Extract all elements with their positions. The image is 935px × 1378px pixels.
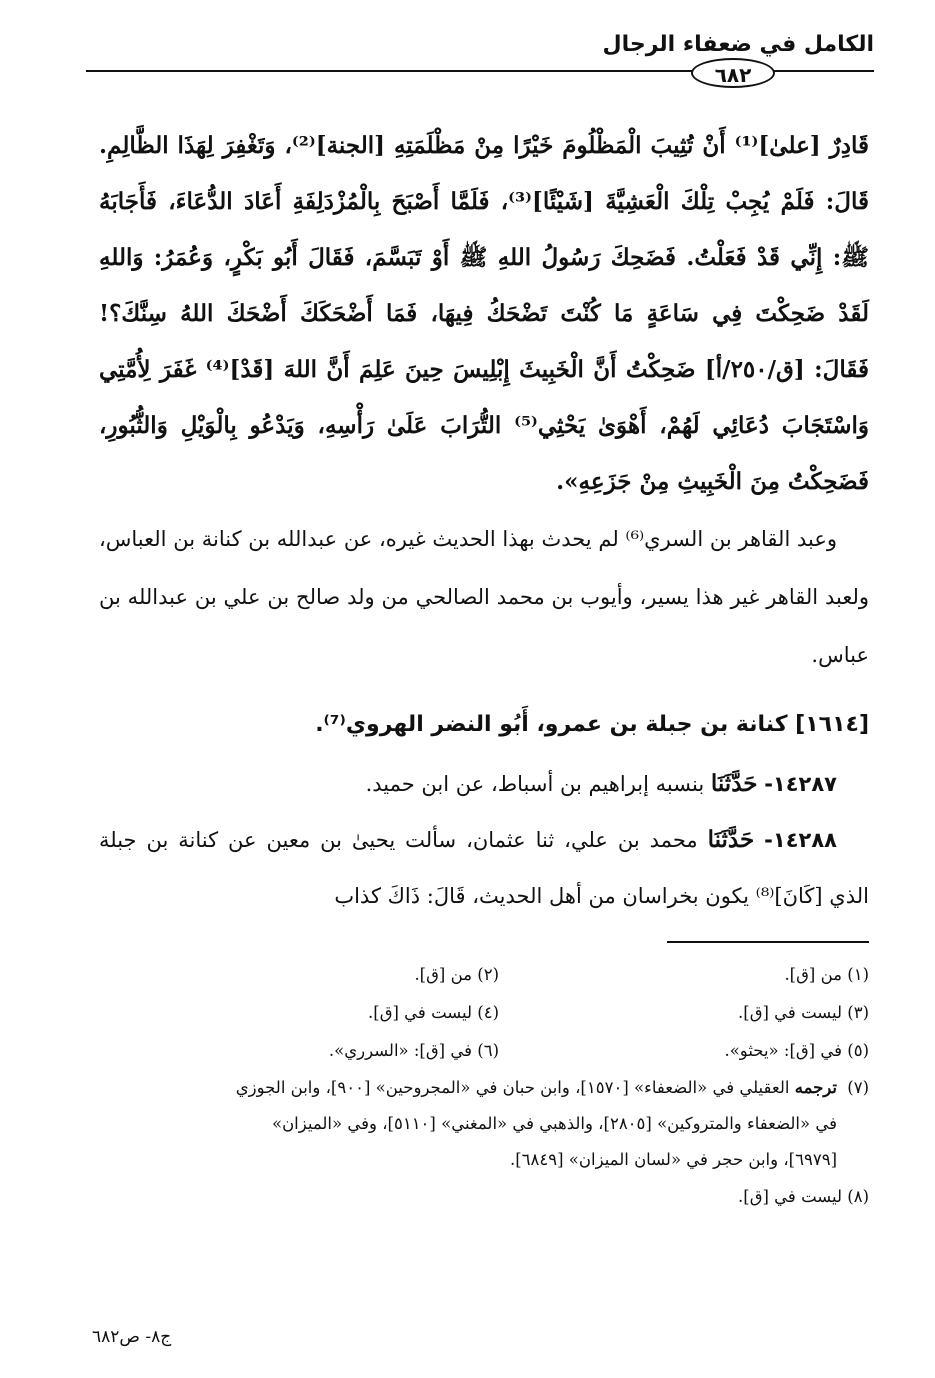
footnote-6: (٦) في [ق]: «السرري». — [328, 1041, 499, 1060]
footnote-separator — [667, 941, 869, 943]
main-text — [99, 118, 869, 924]
page-header — [86, 28, 874, 88]
hadith-entry-text: محمد بن علي، ثنا عثمان، سألت يحيىٰ بن معين عن كنانة بن جبلة الذي [كَانَ]⁽⁸⁾ يكون بخراسان من أهل الحديث، قَالَ: ذَاكَ كذاب — [99, 828, 869, 908]
footnote-row — [99, 1178, 869, 1216]
footnote-3: (٣) ليست في [ق]. — [738, 1003, 869, 1022]
footnote-row — [99, 1032, 869, 1070]
hadith-number: ١٤٢٨٨- — [764, 828, 837, 852]
haddathana-keyword: حَدَّثَنَا — [710, 770, 758, 797]
hadith-entry — [99, 756, 869, 812]
hadith-text: قَادِرٌ [علىٰ]⁽¹⁾ أَنْ تُثِيبَ الْمَظْلُومَ خَيْرًا مِنْ مَظْلَمَتِهِ [الجنة]⁽²⁾، وَتَغْفِرَ لِهَذَا الظَّالِمِ. قَالَ: فَلَمْ يُجِبْ تِلْكَ الْعَشِيَّةَ [شَيْئًا]⁽³⁾، فَلَمَّا أَصْبَحَ بِالْمُزْدَلِفَةِ أَعَادَ الدُّعَاءَ، فَأَجَابَهُ ﷺ: إِنِّي قَدْ فَعَلْتُ. فَضَحِكَ رَسُولُ اللهِ ﷺ أَوْ تَبَسَّمَ، فَقَالَ أَبُو بَكْرٍ، وَعُمَرُ: وَاللهِ لَقَدْ ضَحِكْتَ فِي سَاعَةٍ مَا كُنْتَ تَضْحَكُ فِيهَا، فَمَا أَضْحَكَكَ أَضْحَكَ اللهُ سِنَّكَ؟! فَقَالَ: [ق/٢٥٠/أ] ضَحِكْتُ أَنَّ الْخَبِيثَ إِبْلِيسَ حِينَ عَلِمَ أَنَّ اللهَ [قَدْ]⁽⁴⁾ غَفَرَ لِأُمَّتِي وَاسْتَجَابَ دُعَائِي لَهُمْ، أَهْوَىٰ يَحْثِي⁽⁵⁾ التُّرَابَ عَلَىٰ رَأْسِهِ، وَيَدْعُو بِالْوَيْلِ وَالثُّبُورِ، فَضَحِكْتُ مِنَ الْخَبِيثِ مِنْ جَزَعِهِ». — [99, 132, 869, 495]
section-heading: [١٦١٤] كنانة بن جبلة بن عمرو، أَبُو النضر الهروي⁽⁷⁾. — [315, 712, 869, 737]
footnote-text: العقيلي في «الضعفاء» [١٥٧٠]، وابن حبان في «المجروحين» [٩٠٠]، وابن الجوزي — [235, 1078, 790, 1097]
footnote-7-continuation: [٦٩٧٩]، وابن حجر في «لسان الميزان» [٦٨٤٩]. — [509, 1150, 837, 1169]
footnote-lead-word: ترجمه — [794, 1078, 837, 1097]
volume-page-reference: ج٨- ص٦٨٢ — [92, 1327, 172, 1347]
footnotes — [99, 956, 869, 1216]
hadith-number: ١٤٢٨٧- — [764, 772, 837, 796]
haddathana-keyword: حَدَّثَنَا — [707, 826, 755, 853]
footnote-8: (٨) ليست في [ق]. — [738, 1187, 869, 1206]
footnote-7 — [99, 1070, 869, 1106]
hadith-entry — [99, 812, 869, 924]
footnote-row — [99, 956, 869, 994]
footnote-7-continuation: في «الضعفاء والمتروكين» [٢٨٠٥]، والذهبي في «المغني» [٥١١٠]، وفي «الميزان» — [271, 1114, 837, 1133]
narration-paragraph: وعبد القاهر بن السري⁽⁶⁾ لم يحدث بهذا الحديث غيره، عن عبدالله بن كنانة بن العباس، ولعبد القاهر غير هذا يسير، وأيوب بن محمد الصالحي من ولد صالح بن علي بن عبدالله بن عباس. — [99, 527, 869, 667]
hadith-entry-text: بنسبه إبراهيم بن أسباط، عن ابن حميد. — [365, 772, 705, 796]
footnote-1: (١) من [ق]. — [784, 965, 869, 984]
footnote-4: (٤) ليست في [ق]. — [368, 1003, 499, 1022]
footnote-5: (٥) في [ق]: «يحثو». — [724, 1041, 869, 1060]
footnote-2: (٢) من [ق]. — [414, 965, 499, 984]
page-number: ٦٨٢ — [691, 58, 775, 88]
footnote-row — [99, 994, 869, 1032]
running-title: الكامل في ضعفاء الرجال — [602, 32, 874, 57]
footnote-number: (٧) — [847, 1078, 869, 1097]
